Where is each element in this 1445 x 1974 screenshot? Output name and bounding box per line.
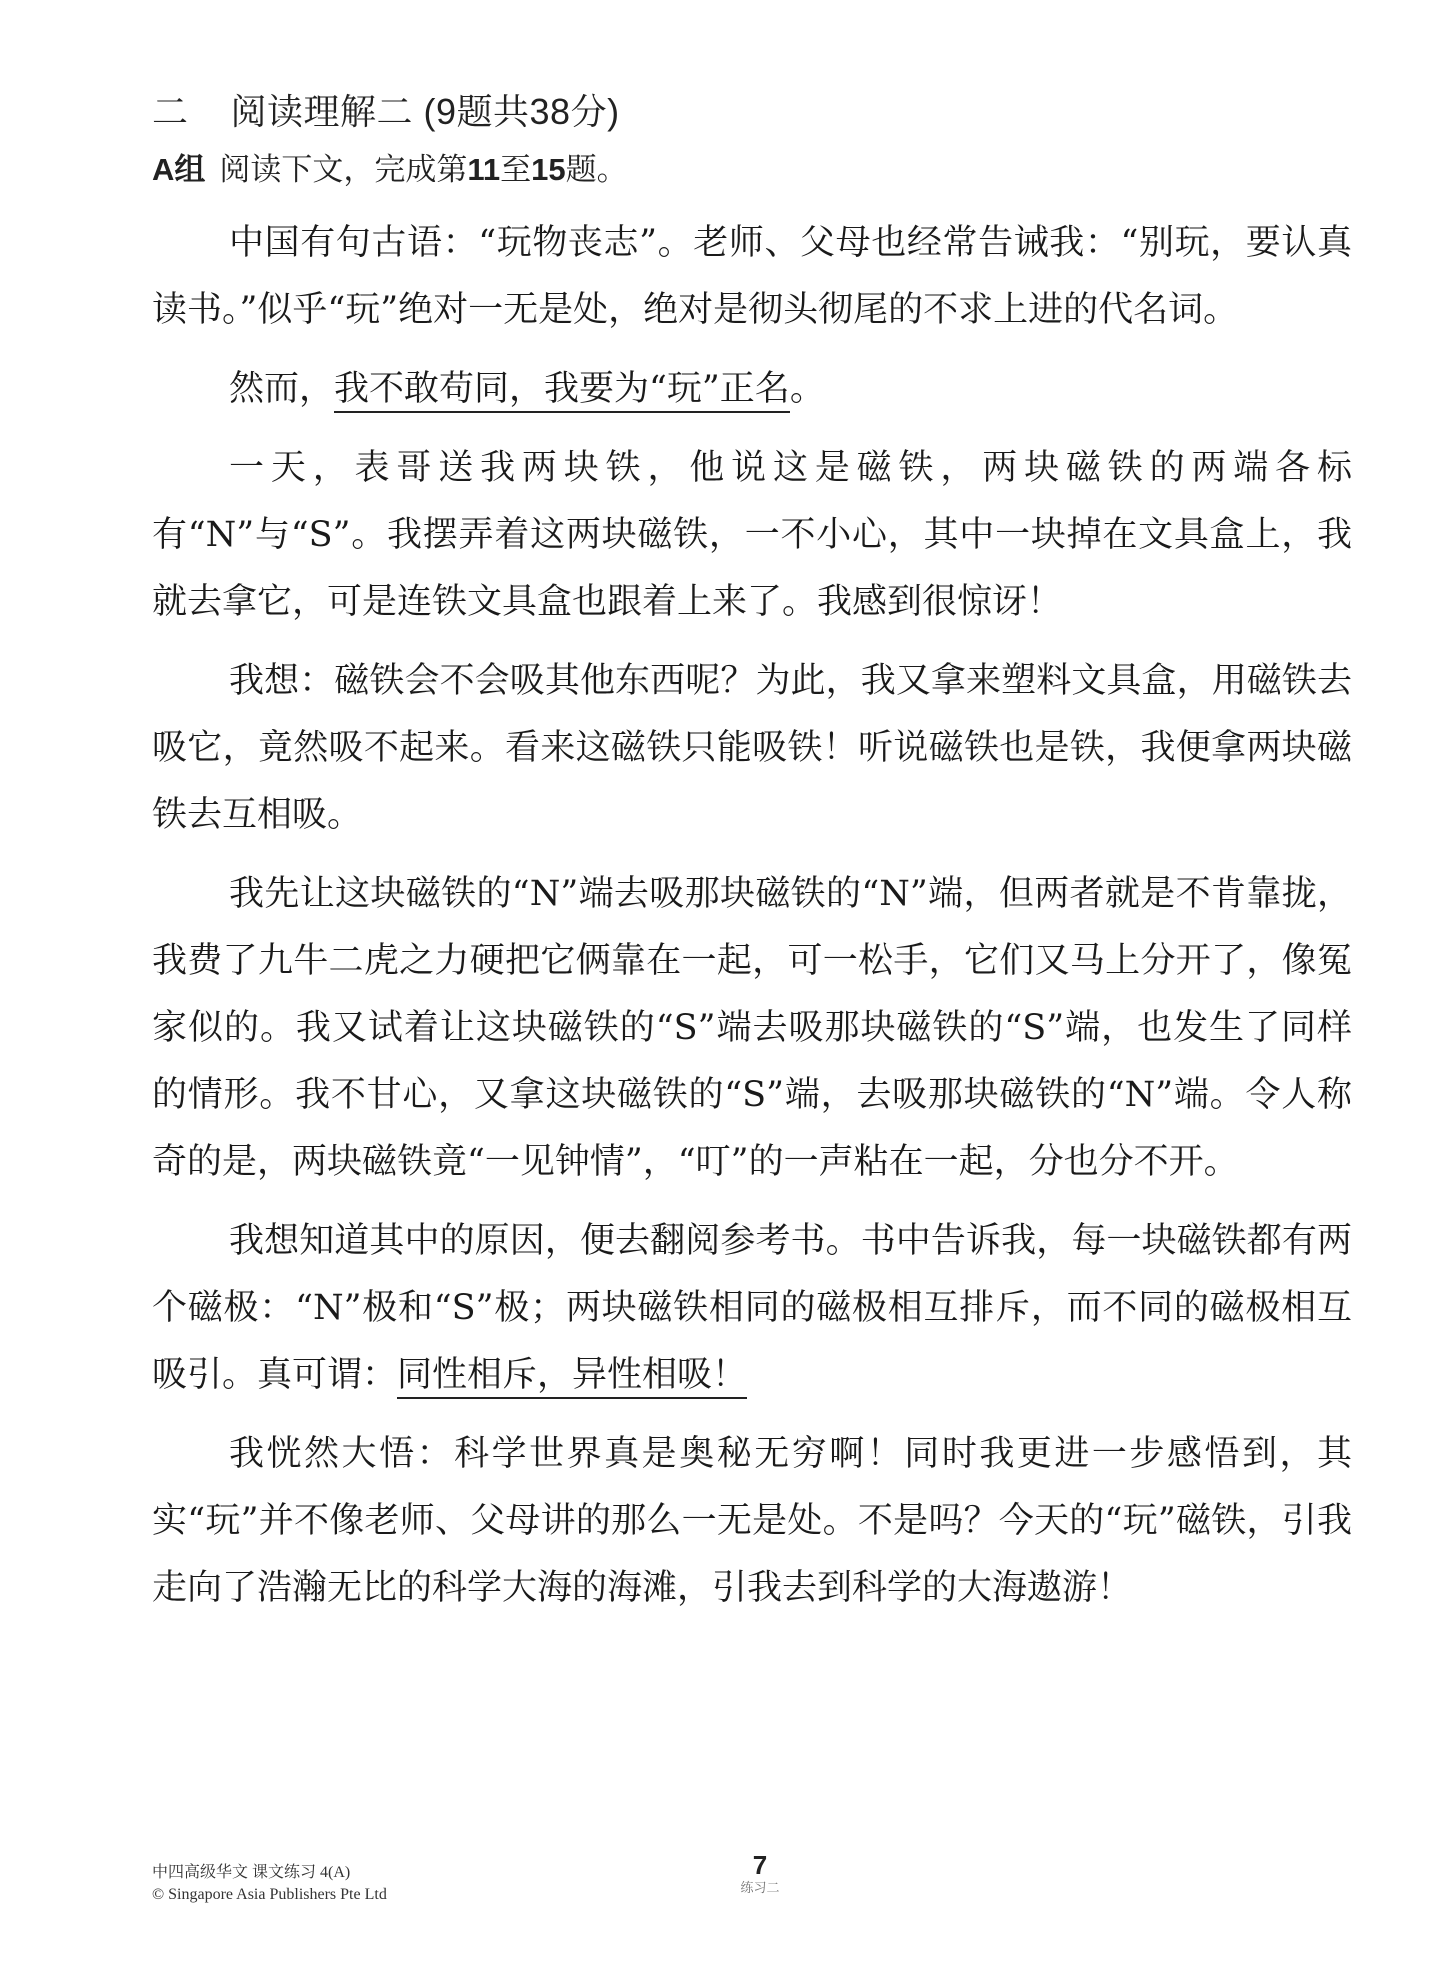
reading-passage xyxy=(152,210,1352,1634)
paragraph-1: 中国有句古语：“玩物丧志”。老师、父母也经常告诫我：“别玩，要认真读书。”似乎“玩”绝对一无是处，绝对是彻头彻尾的不求上进的代名词。 xyxy=(152,223,1352,330)
section-heading xyxy=(152,90,620,134)
underlined-phrase: 同性相斥，异性相吸！ xyxy=(397,1355,747,1399)
instruction-text: 阅读下文，完成第 xyxy=(219,152,468,187)
paragraph-6 xyxy=(152,1208,1352,1409)
page-number: 7 xyxy=(752,1850,768,1880)
paragraph-text: 我想知道其中的原因，便去翻阅参考书。书中告诉我，每一块磁铁都有两个磁极：“N”极和“S”极；两块磁铁相同的磁极相互排斥，而不同的磁极相互吸引。真可谓： xyxy=(152,1221,1352,1395)
paragraph-7: 我恍然大悟：科学世界真是奥秘无穷啊！同时我更进一步感悟到，其实“玩”并不像老师、父母讲的那么一无是处。不是吗？今天的“玩”磁铁，引我走向了浩瀚无比的科学大海的海滩，引我去到科学的大海遨游！ xyxy=(152,1434,1352,1608)
question-range-end: 15 xyxy=(531,152,566,187)
exercise-label: 练习二 xyxy=(740,1881,780,1896)
paragraph-3: 一天，表哥送我两块铁，他说这是磁铁，两块磁铁的两端各标有“N”与“S”。我摆弄着这两块磁铁，一不小心，其中一块掉在文具盒上，我就去拿它，可是连铁文具盒也跟着上来了。我感到很惊讶！ xyxy=(152,448,1352,622)
copyright-notice: © Singapore Asia Publishers Pte Ltd xyxy=(152,1886,387,1903)
paragraph-2 xyxy=(152,356,1352,423)
instruction-text: 至 xyxy=(500,152,532,187)
footer-info xyxy=(152,1862,387,1906)
paragraph-5: 我先让这块磁铁的“N”端去吸那块磁铁的“N”端，但两者就是不肯靠拢，我费了九牛二虎之力硬把它俩靠在一起，可一松手，它们又马上分开了，像冤家似的。我又试着让这块磁铁的“S”端去吸那块磁铁的“S”端，也发生了同样的情形。我不甘心，又拿这块磁铁的“S”端，去吸那块磁铁的“N”端。令人称奇的是，两块磁铁竟“一见钟情”，“叮”的一声粘在一起，分也分不开。 xyxy=(152,874,1352,1182)
section-number: 二 xyxy=(152,91,189,132)
instruction-text: 题。 xyxy=(565,152,628,187)
section-title: 阅读理解二 (9题共38分) xyxy=(230,91,620,132)
paragraph-text: 。 xyxy=(789,369,825,409)
paragraph-4: 我想：磁铁会不会吸其他东西呢？为此，我又拿来塑料文具盒，用磁铁去吸它，竟然吸不起来。看来这磁铁只能吸铁！听说磁铁也是铁，我便拿两块磁铁去互相吸。 xyxy=(152,661,1352,835)
group-instruction xyxy=(152,150,628,190)
group-label: A组 xyxy=(152,152,206,187)
page-footer xyxy=(700,1850,820,1898)
question-range-start: 11 xyxy=(467,152,501,187)
book-title: 中四高级华文 课文练习 4(A) xyxy=(152,1864,351,1881)
underlined-phrase: 我不敢苟同，我要为“玩”正名 xyxy=(334,369,790,413)
paragraph-text: 然而， xyxy=(229,369,335,409)
